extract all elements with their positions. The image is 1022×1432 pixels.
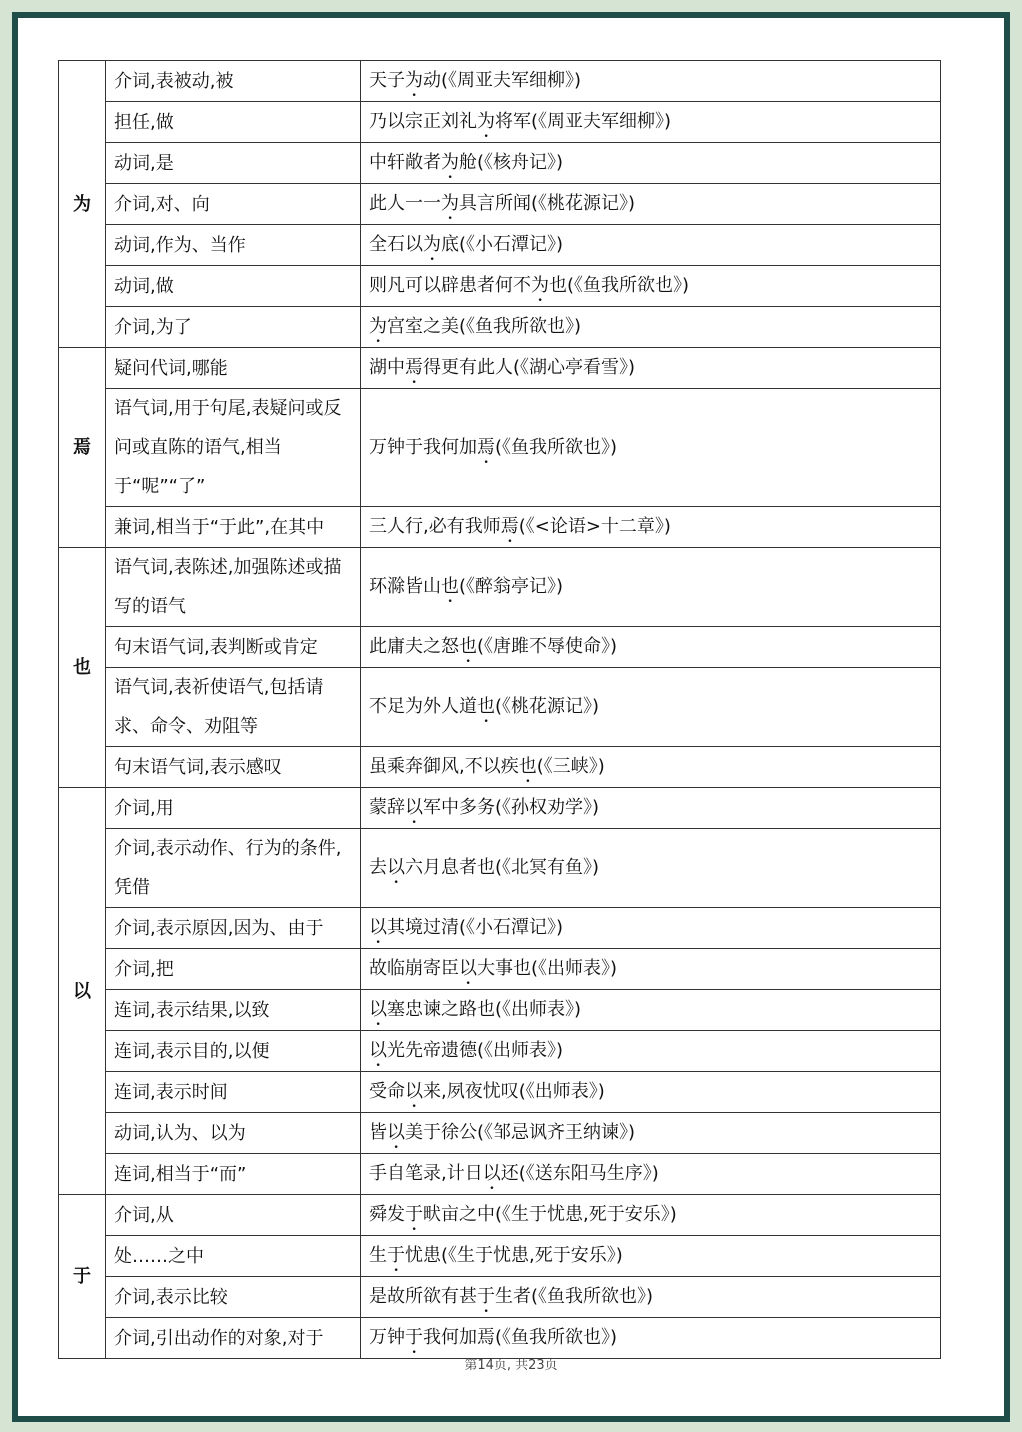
example-text-after: 光先帝遗德 [387,1040,477,1061]
example-text-before: 中轩敞者 [369,152,441,173]
example-source: (《鱼我所欲也》) [495,436,618,458]
table-row [59,829,941,908]
example-cell [361,507,941,548]
table-row [59,1154,941,1195]
example-cell [361,788,941,829]
table-row [59,668,941,747]
example-key-word: 为 [405,70,423,91]
function-word: 以 [59,788,106,1195]
meaning-cell: 介词,引出动作的对象,对于 [106,1318,361,1359]
example-source: (《生于忧患,死于安乐》) [441,1245,623,1266]
example-text-before: 天子 [369,70,405,91]
example-text-before: 环滁皆山 [369,576,441,597]
example-key-word: 为 [441,152,459,173]
table-row [59,348,941,389]
function-word: 为 [59,61,106,348]
meaning-cell: 介词,表示比较 [106,1277,361,1318]
table-row [59,225,941,266]
example-source: (《小石潭记》) [459,917,564,938]
example-text-before: 蒙辞 [369,797,405,818]
example-source: (《周亚夫军细柳》) [531,111,672,132]
example-source: (《生于忧患,死于安乐》) [495,1204,677,1225]
example-source: (《鱼我所欲也》) [531,1286,654,1307]
table-row [59,1236,941,1277]
example-text-before: 此人一一 [369,193,441,214]
example-text-after: 军中多务 [423,797,495,818]
example-text-after: 来,夙夜忧叹 [423,1081,519,1102]
meaning-cell: 介词,对、向 [106,184,361,225]
example-text-before: 生 [369,1245,387,1266]
example-text-after: 塞忠谏之路也 [387,999,495,1020]
example-key-word: 为 [477,111,495,132]
meaning-cell: 处……之中 [106,1236,361,1277]
example-key-word: 也 [459,636,477,657]
example-source: (《桃花源记》) [531,193,636,214]
example-source: (《出师表》) [531,958,618,979]
example-source: (《鱼我所欲也》) [495,1327,618,1348]
example-source: (《唐雎不辱使命》) [477,636,618,657]
meaning-cell: 连词,相当于“而” [106,1154,361,1195]
example-source: (《送东阳马生序》) [518,1163,659,1184]
table-row [59,908,941,949]
example-text-before: 则凡可以辟患者何不 [369,275,531,296]
meaning-cell: 兼词,相当于“于此”,在其中 [106,507,361,548]
example-source: (《孙权劝学》) [495,797,600,818]
meaning-cell: 动词,是 [106,143,361,184]
example-cell [361,990,941,1031]
example-key-word: 以 [387,857,405,878]
meaning-cell: 介词,表示动作、行为的条件,凭借 [106,829,361,908]
meaning-cell: 担任,做 [106,102,361,143]
example-cell [361,143,941,184]
example-text-before: 万钟 [369,1327,405,1348]
example-cell [361,1072,941,1113]
example-key-word: 于 [387,1245,405,1266]
example-source: (《湖心亭看雪》) [513,357,636,378]
page-number: 第14页, 共23页 [464,1358,558,1373]
example-source: (《鱼我所欲也》) [567,275,690,296]
example-text-after: 动 [423,70,441,91]
example-key-word: 以 [482,1163,501,1184]
example-text-after: 还 [500,1163,519,1184]
example-text-before: 手自笔录,计日 [369,1163,483,1184]
example-cell [361,1154,941,1195]
example-cell [361,1113,941,1154]
example-text-before: 万钟于我何加 [369,436,477,458]
meaning-cell: 动词,作为、当作 [106,225,361,266]
example-key-word: 以 [459,958,477,979]
table-row [59,990,941,1031]
meaning-cell: 介词,用 [106,788,361,829]
example-cell [361,1031,941,1072]
function-word: 焉 [59,348,106,548]
example-cell [361,1277,941,1318]
meaning-cell: 介词,表被动,被 [106,61,361,102]
meaning-cell: 语气词,表陈述,加强陈述或描写的语气 [106,548,361,627]
example-source: (《北冥有鱼》) [495,857,600,878]
table-row [59,61,941,102]
table-row [59,507,941,548]
example-text-after: 舱 [459,152,477,173]
meaning-cell: 动词,做 [106,266,361,307]
example-text-before: 全石以 [369,234,423,255]
example-text-after: 将军 [495,111,531,132]
example-key-word: 为 [441,193,459,214]
example-key-word: 焉 [477,436,495,458]
example-text-after: 其境过清 [387,917,459,938]
table-row [59,1031,941,1072]
table-row [59,1318,941,1359]
example-text-after: 底 [441,234,459,255]
example-cell [361,225,941,266]
example-source: (《周亚夫军细柳》) [441,70,582,91]
meaning-cell: 疑问代词,哪能 [106,348,361,389]
example-key-word: 焉 [500,516,519,537]
table-row [59,389,941,507]
example-source: (《鱼我所欲也》) [459,316,582,337]
example-key-word: 以 [369,917,387,938]
example-source: (《小石潭记》) [459,234,564,255]
example-source: (《出师表》) [477,1040,564,1061]
example-cell [361,266,941,307]
example-text-before: 舜发 [369,1204,405,1225]
example-source: (《桃花源记》) [495,696,600,717]
example-text-before: 是故所欲有甚 [369,1286,477,1307]
example-cell [361,1318,941,1359]
meaning-cell: 介词,把 [106,949,361,990]
example-text-after: 也 [549,275,567,296]
function-word: 于 [59,1195,106,1359]
example-cell [361,184,941,225]
example-cell [361,61,941,102]
example-key-word: 以 [369,1040,387,1061]
table-row [59,102,941,143]
example-text-after: 畎亩之中 [423,1204,495,1225]
example-text-after: 生者 [495,1286,531,1307]
example-cell [361,389,941,507]
example-cell [361,1236,941,1277]
example-source: (《出师表》) [495,999,582,1020]
example-key-word: 也 [518,756,537,777]
example-cell [361,908,941,949]
example-key-word: 于 [405,1204,423,1225]
example-text-after: 得更有此人 [423,357,513,378]
example-source: (《出师表》) [518,1081,605,1102]
example-key-word: 以 [387,1122,405,1143]
meaning-cell: 介词,从 [106,1195,361,1236]
example-key-word: 焉 [405,357,423,378]
example-text-before: 乃以宗正刘礼 [369,111,477,132]
example-cell [361,627,941,668]
table-row [59,1072,941,1113]
example-text-after: 大事也 [477,958,531,979]
example-key-word: 以 [369,999,387,1020]
example-text-after: 美于徐公 [405,1122,477,1143]
table-row [59,548,941,627]
table-row [59,627,941,668]
example-text-before: 不足为外人道 [369,696,477,717]
meaning-cell: 语气词,用于句尾,表疑问或反问或直陈的语气,相当于“呢”“了” [106,389,361,507]
function-word-table [58,60,941,1359]
example-cell [361,307,941,348]
example-text-before: 皆 [369,1122,387,1143]
example-text-after: 具言所闻 [459,193,531,214]
example-source: (《<论语>十二章》) [518,516,671,537]
example-text-before: 虽乘奔御风,不以疾 [369,756,519,777]
example-key-word: 也 [477,696,495,717]
meaning-cell: 语气词,表祈使语气,包括请求、命令、劝阻等 [106,668,361,747]
example-cell [361,829,941,908]
example-key-word: 于 [477,1286,495,1307]
meaning-cell: 连词,表示结果,以致 [106,990,361,1031]
example-source: (《三峡》) [536,756,605,777]
example-cell [361,348,941,389]
example-text-after: 六月息者也 [405,857,495,878]
table-row [59,307,941,348]
example-key-word: 于 [405,1327,423,1348]
function-word: 也 [59,548,106,788]
example-text-after: 我何加焉 [423,1327,495,1348]
example-cell [361,668,941,747]
example-text-before: 受命 [369,1081,405,1102]
table-row [59,184,941,225]
meaning-cell: 句末语气词,表示感叹 [106,747,361,788]
example-text-after: 忧患 [405,1245,441,1266]
example-text-before: 湖中 [369,357,405,378]
meaning-cell: 连词,表示时间 [106,1072,361,1113]
example-cell [361,102,941,143]
table-row [59,1195,941,1236]
example-text-before: 此庸夫之怒 [369,636,459,657]
table-row [59,1277,941,1318]
table-row [59,266,941,307]
example-text-before: 三人行,必有我师 [369,516,501,537]
example-cell [361,747,941,788]
meaning-cell: 动词,认为、以为 [106,1113,361,1154]
example-text-before: 去 [369,857,387,878]
example-key-word: 也 [441,576,459,597]
example-source: (《邹忌讽齐王纳谏》) [477,1122,636,1143]
example-key-word: 为 [531,275,549,296]
example-key-word: 为 [369,316,387,337]
example-key-word: 以 [405,797,423,818]
table-row [59,1113,941,1154]
example-text-before: 故临崩寄臣 [369,958,459,979]
example-cell [361,548,941,627]
table-row [59,949,941,990]
example-source: (《醉翁亭记》) [459,576,564,597]
example-text-after: 宫室之美 [387,316,459,337]
meaning-cell: 介词,表示原因,因为、由于 [106,908,361,949]
meaning-cell: 句末语气词,表判断或肯定 [106,627,361,668]
table-row [59,143,941,184]
meaning-cell: 介词,为了 [106,307,361,348]
meaning-cell: 连词,表示目的,以便 [106,1031,361,1072]
example-source: (《核舟记》) [477,152,564,173]
example-key-word: 以 [405,1081,423,1102]
example-cell [361,1195,941,1236]
example-cell [361,949,941,990]
example-key-word: 为 [423,234,441,255]
table-row [59,788,941,829]
table-row [59,747,941,788]
